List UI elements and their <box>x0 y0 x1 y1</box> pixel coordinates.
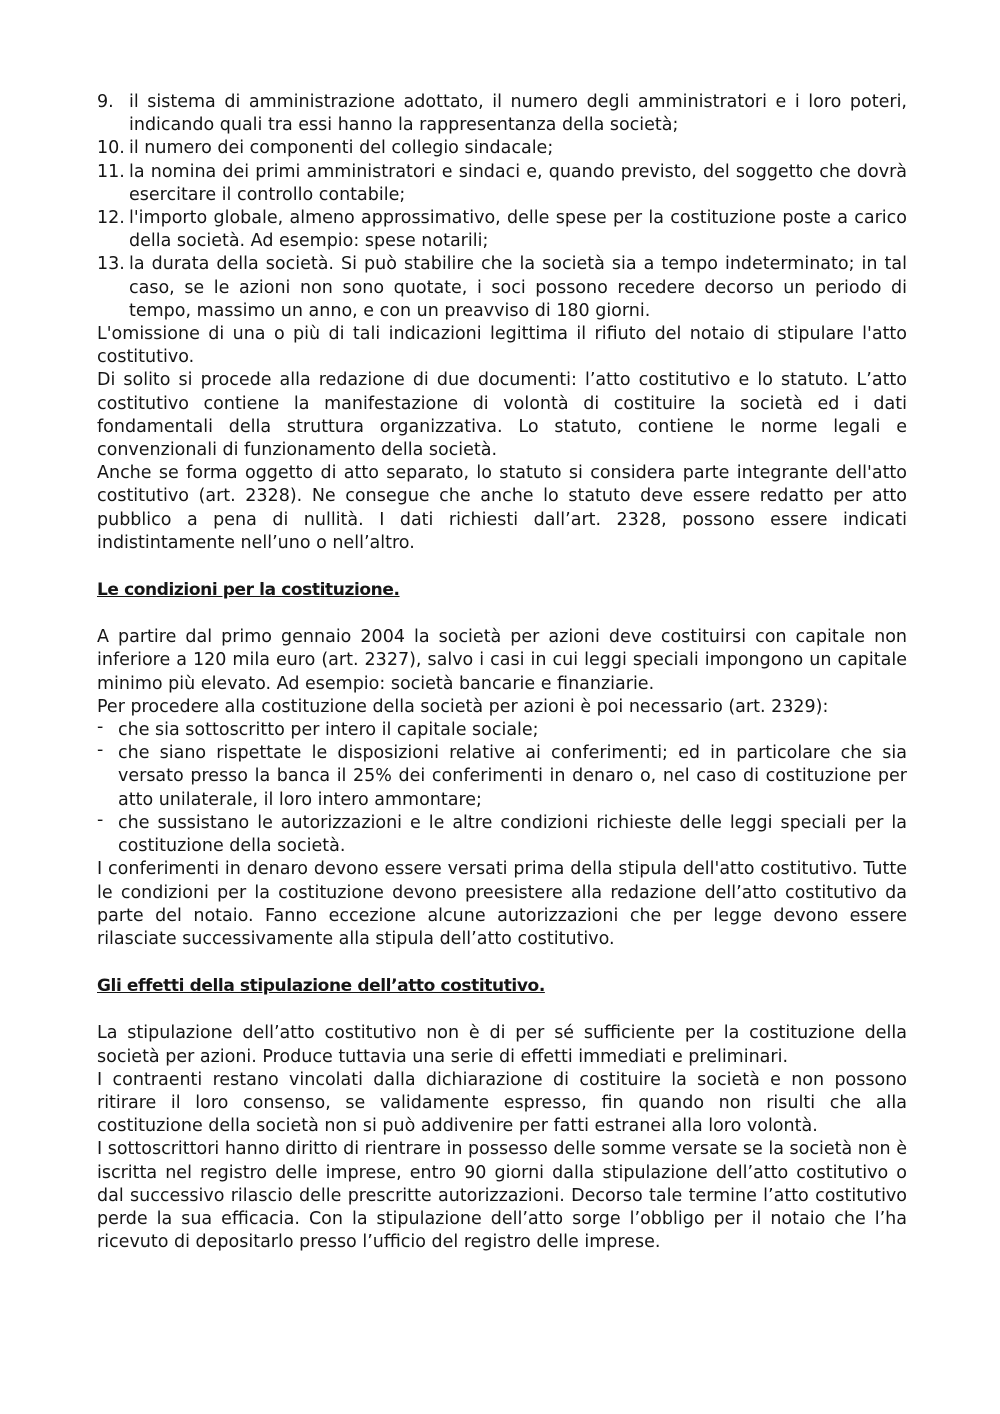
list-item-text: la durata della società. Si può stabilire che la società sia a tempo indeterminato; in tal caso, se le azioni non sono quotate, i soci possono recedere decorso un periodo di tempo, massimo un anno, e con un preavviso di 180 giorni. <box>129 254 907 321</box>
list-item-text: la nomina dei primi amministratori e sindaci e, quando previsto, del soggetto che dovrà esercitare il controllo contabile; <box>129 161 907 205</box>
list-item-text: il numero dei componenti del collegio sindacale; <box>129 138 554 159</box>
bullet-item <box>97 719 907 742</box>
bullet-text: che sussistano le autorizzazioni e le altre condizioni richieste delle leggi speciali per la costituzione della società. <box>118 812 907 857</box>
paragraph-procedure: Per procedere alla costituzione della società per azioni è poi necessario (art. 2329): <box>97 696 829 717</box>
list-item <box>97 91 907 137</box>
bullet-dash: - <box>97 809 104 830</box>
list-item-text: il sistema di amministrazione adottato, il numero degli amministratori e i loro poteri, indicando quali tra essi hanno la rappresentanza della società; <box>129 92 907 136</box>
paragraph-stipulation: La stipulazione dell’atto costitutivo non è di per sé sufficiente per la costituzione della società per azioni. Produce tuttavia una serie di effetti immediati e preliminari. <box>97 1023 907 1067</box>
list-item-number: 10. <box>97 138 125 159</box>
list-item-number: 9. <box>97 92 114 112</box>
list-item-number: 11. <box>97 161 125 182</box>
list-item-number: 12. <box>97 208 125 229</box>
bullet-text: che siano rispettate le disposizioni relative ai conferimenti; ed in particolare che sia versato presso la banca il 25% dei conferimenti in denaro o, nel caso di costituzione per atto unilaterale, il loro intero ammontare; <box>118 743 907 810</box>
paragraph-omission: L'omissione di una o più di tali indicazioni legittima il rifiuto del notaio di stipulare l'atto costitutivo. <box>97 324 907 368</box>
list-item-text: l'importo globale, almeno approssimativo, delle spese per la costituzione poste a carico della società. Ad esempio: spese notarili; <box>129 208 907 252</box>
section-heading-conditions: Le condizioni per la costituzione. <box>97 580 400 601</box>
bullet-dash: - <box>97 740 104 761</box>
bullet-dash: - <box>97 717 104 738</box>
list-item <box>97 161 907 207</box>
list-item-number: 13. <box>97 254 125 275</box>
bullet-text: che sia sottoscritto per intero il capitale sociale; <box>118 720 539 741</box>
paragraph-statute: Anche se forma oggetto di atto separato, lo statuto si considera parte integrante dell'atto costitutivo (art. 2328). Ne consegue che anche lo statuto deve essere redatto per atto pubblico a pena di nullità. I dati richiesti dall’art. 2328, possono essere indicati indistintamente nell’uno o nell’altro. <box>97 463 907 553</box>
document-page <box>97 91 907 1254</box>
list-item <box>97 207 907 253</box>
list-item <box>97 137 907 160</box>
paragraph-contributions: I conferimenti in denaro devono essere versati prima della stipula dell'atto costitutivo. Tutte le condizioni per la costituzione devono preesistere alla redazione dell’atto costitutivo da parte del notaio. Fanno eccezione alcune autorizzazioni che per legge devono essere rilasciate successivamente alla stipula dell’atto costitutivo. <box>97 859 907 949</box>
section-heading-effects: Gli effetti della stipulazione dell’atto costitutivo. <box>97 976 545 997</box>
conditions-list <box>97 719 907 858</box>
paragraph-capital: A partire dal primo gennaio 2004 la società per azioni deve costituirsi con capitale non inferiore a 120 mila euro (art. 2327), salvo i casi in cui leggi speciali impongono un capitale minimo più elevato. Ad esempio: società bancarie e finanziarie. <box>97 627 907 694</box>
paragraph-documents: Di solito si procede alla redazione di due documenti: l’atto costitutivo e lo statuto. L’atto costitutivo contiene la manifestazione di volontà di costituire la società ed i dati fondamentali della struttura organizzativa. Lo statuto, contiene le norme legali e convenzionali di funzionamento della società. <box>97 370 907 461</box>
list-item <box>97 253 907 323</box>
bullet-item <box>97 809 907 858</box>
requirements-list <box>97 91 907 323</box>
bullet-item <box>97 742 907 812</box>
paragraph-contractors: I contraenti restano vincolati dalla dichiarazione di costituire la società e non possono ritirare il loro consenso, se validamente espresso, fin quando non risulti che alla costituzione della società non si può addivenire per fatti estranei alla loro volontà. <box>97 1069 907 1137</box>
paragraph-subscribers: I sottoscrittori hanno diritto di rientrare in possesso delle somme versate se la società non è iscritta nel registro delle imprese, entro 90 giorni dalla stipulazione dell’atto costitutivo o dal successivo rilascio delle prescritte autorizzazioni. Decorso tale termine l’atto costitutivo perde la sua efficacia. Con la stipulazione dell’atto sorge l’obbligo per il notaio che l’ha ricevuto di depositarlo presso l’ufficio del registro delle imprese. <box>97 1139 907 1253</box>
